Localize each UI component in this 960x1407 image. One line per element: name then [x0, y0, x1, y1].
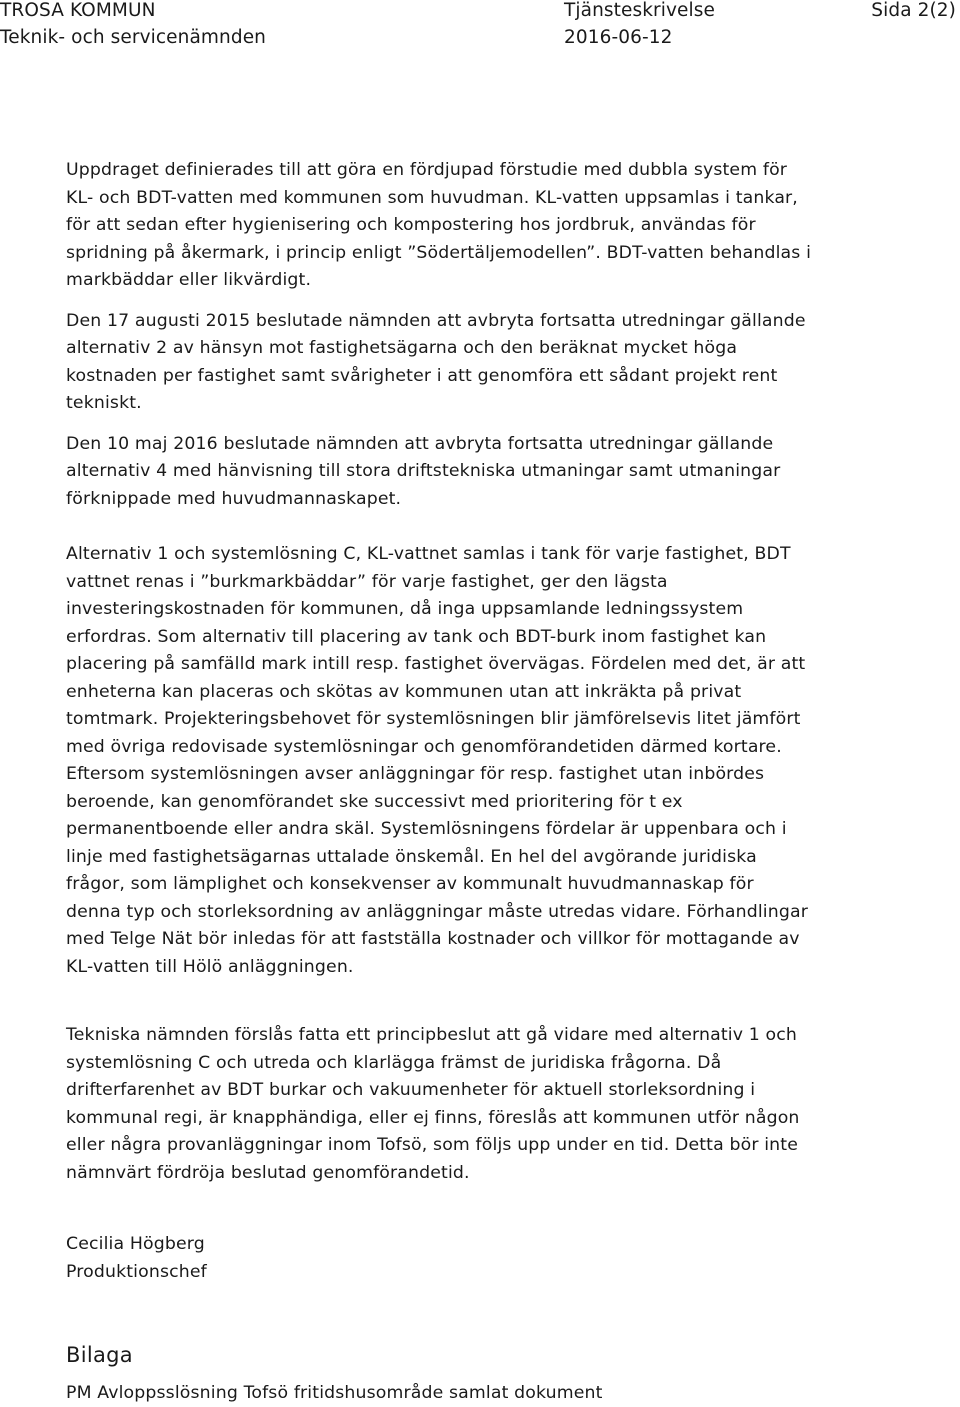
attachment-item: PM Avloppsslösning Tofsö fritidshusområde samlat dokument — [66, 1383, 603, 1403]
paragraph-decision-2016: Den 10 maj 2016 beslutade nämnden att avbryta fortsatta utredningar gällande alternativ 4 med hänvisning till stora driftstekniska utmaningar samt utmaningar förknippade med huvudmannaskapet. — [66, 433, 781, 509]
document-body — [66, 157, 926, 1187]
document-header — [0, 0, 960, 54]
page-number: Sida 2(2) — [871, 0, 956, 21]
committee-name: Teknik- och servicenämnden — [0, 27, 267, 48]
organization-name: TROSA KOMMUN — [0, 0, 156, 21]
signatory-name: Cecilia Högberg — [66, 1234, 205, 1254]
paragraph-decision-2015: Den 17 augusti 2015 beslutade nämnden att avbryta fortsatta utredningar gällande alternativ 2 av hänsyn mot fastighetsägarna och den beräknat mycket höga kostnaden per fastighet samt svårigheter i att genomföra ett sådant projekt rent tekniskt. — [66, 310, 806, 413]
signature-block — [66, 1231, 207, 1286]
paragraph-proposal: Tekniska nämnden förslås fatta ett principbeslut att gå vidare med alternativ 1 och systemlösning C och utreda och klarlägga främst de juridiska frågorna. Då drifterfarenhet av BDT burkar och vakuumenheter för aktuell storleksordning i kommunal regi, är knapphändiga, eller ej finns, föreslås att kommunen utför någon eller några provanläggningar inom Tofsö, som följs upp under en tid. Detta bör inte nämnvärt fördröja beslutad genomförandetid. — [66, 1025, 800, 1183]
document-date: 2016-06-12 — [564, 27, 673, 48]
attachments-heading: Bilaga — [66, 1343, 133, 1367]
document-type: Tjänsteskrivelse — [564, 0, 715, 21]
paragraph-assignment: Uppdraget definierades till att göra en fördjupad förstudie med dubbla system för KL- och BDT-vatten med kommunen som huvudman. KL-vatten uppsamlas i tankar, för att sedan efter hygienisering och kompostering hos jordbruk, användas för spridning på åkermark, i princip enligt ”Södertäljemodellen”. BDT-vatten behandlas i markbäddar eller likvärdigt. — [66, 160, 812, 290]
paragraph-alternative-1: Alternativ 1 och systemlösning C, KL-vattnet samlas i tank för varje fastighet, BDT vattnet renas i ”burkmarkbäddar” för varje fastighet, ger den lägsta investeringskostnaden för kommunen, då inga uppsamlande ledningssystem erfordras. Som alternativ till placering av tank och BDT-burk inom fastighet kan placering på samfälld mark intill resp. fastighet övervägas. Fördelen med det, är att enheterna kan placeras och skötas av kommunen utan att inkräkta på privat tomtmark. Projekteringsbehovet för systemlösningen blir jämförelsevis litet jämfört med övriga redovisade systemlösningar och genomförandetiden därmed kortare. Eftersom systemlösningen avser anläggningar för resp. fastighet utan inbördes beroende, kan genomförandet ske successivt med prioritering för t ex permanentboende eller andra skäl. Systemlösningens fördelar är uppenbara och i linje med fastighetsägarnas uttalade önskemål. En hel del avgörande juridiska frågor, som lämplighet och konsekvenser av kommunalt huvudmannaskap för denna typ och storleksordning av anläggningar måste utredas vidare. Förhandlingar med Telge Nät bör inledas för att fastställa kostnader och villkor för mottagande av KL-vatten till Hölö anläggningen. — [66, 544, 808, 977]
signatory-title: Produktionschef — [66, 1261, 207, 1282]
